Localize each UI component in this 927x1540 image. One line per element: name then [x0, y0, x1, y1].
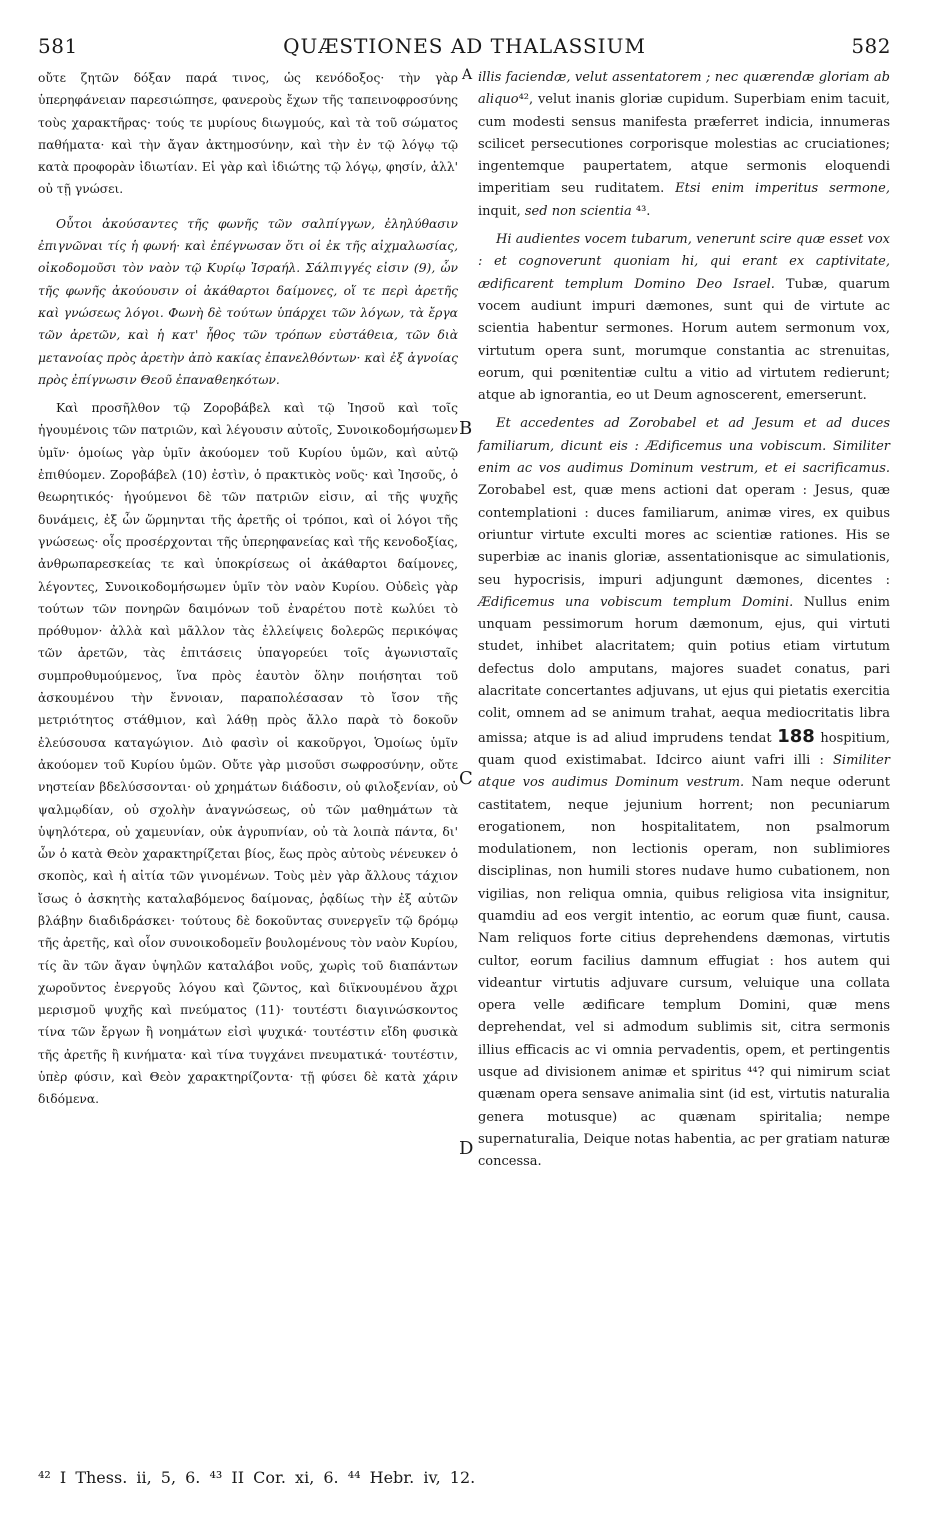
latin-text: Et accedentes ad Zorobabel et ad Jesum et ad duces familiarum, dicunt eis : Ædificemus una vobiscum. Similiter enim ac vos audimus Dominum vestrum, et ei sacrificamus. — [478, 416, 890, 477]
latin-text: Tubæ, quarum vocem audiunt impuri dæmones, sunt qui de virtute ac scientia habentur sermones. Horum autem sermonum vox, virtutum opera sunt, morumque constantia ac strenuitas, eorum, qui pœnitentiæ cultu a vitio ad virtutem redierunt; atque ab ignorantia, eo ut Deum agnoscerent, emerserunt. — [478, 276, 890, 404]
latin-text: ⁴², velut inanis gloriæ cupidum. Superbiam enim tacuit, cum modesti sensus manifesta præferret indicia, innumeras scilicet persecutiones corporisque molestias ac cruciationes; ingentemque paupertatem, atque sermonis eloquendi imperitiam seu ruditatem. — [478, 92, 890, 197]
latin-column — [478, 67, 890, 1174]
latin-text: illis faciendæ, velut assentatorem ; — [478, 70, 715, 85]
running-title: QUÆSTIONES AD THALASSIUM — [283, 34, 646, 58]
latin-text: Nullus enim unquam pessimorum horum dæmonum, ejus, qui virtuti studet, inhibet alacritatem; quin potius etiam virtutum defectus dolo amputans, majores suadet conatus, pari alacritate concertantes adjuvans, ut ejus qui pietatis exercitia colit, omnem ad se animum trahat, aequa mediocritatis libra amissa; atque is ad aliud imprudens tendat — [478, 594, 890, 746]
greek-paragraph-3: Καὶ προσῆλθον τῷ Ζοροβάβελ καὶ τῷ Ἰησοῦ καὶ τοῖς ἡγουμένοις τῶν πατριῶν, καὶ λέγουσιν αὐτοῖς, Συνοικοδομήσωμεν ὑμῖν· ὁμοίως γὰρ ὑμῖν ἀκούομεν τοῦ Κυρίου ὑμῶν, καὶ αὐτῷ ἐπιθύομεν. Ζοροβάβελ (10) ἐστὶν, ὁ πρακτικὸς νοῦς· καὶ Ἰησοῦς, ὁ θεωρητικός· ἡγούμενοι δὲ τῶν πατριῶν εἰσιν, αἱ τῆς ψυχῆς δυνάμεις, ἐξ ὧν ὥρμηνται τῆς ἀρετῆς οἱ τρόποι, καὶ οἱ λόγοι τῆς γνώσεως· οἷς προσέρχονται τῆς ὑπερηφανείας καὶ τῆς κενοδοξίας, ἀνθρωπαρεσκείας τε καὶ ὑποκρίσεως οἱ ἀκάθαρτοι δαίμονες, λέγοντες, Συνοικοδομήσωμεν ὑμῖν τὸν ναὸν Κυρίου. Οὐδεὶς γὰρ τούτων τῶν πονηρῶν δαιμόνων τοῦ ἐναρέτου ποτὲ κωλύει τὸ πρόθυμον· ἀλλὰ καὶ μᾶλλον τὰς ἐλλείψεις δολερῶς περικόψας τῶν ἀρετῶν, τὰς ἐπιτάσεις ὑπαγορεύει τοῖς ἀγωνισταῖς συμπροθυμούμενος, ἵνα πρὸς ἑαυτὸν ὅλην ποιήσηται τοῦ ἀσκουμένου τὴν ἔννοιαν, παραπολέσασαν τὸ ἴσον τῆς μετριότητος στάθμιον, καὶ λάθῃ πρὸς ἄλλο παρὰ τὸ δοκοῦν ἐλεύσουσα καταγώγιον. Διὸ φασὶν οἱ κακοῦργοι, Ὁμοίως ὑμῖν ἀκούομεν τοῦ Κυρίου ὑμῶν. Οὔτε γὰρ μισοῦσι σωφροσύνην, οὔτε νηστείαν βδελύσσονται· οὐ χρημάτων διάδοσιν, οὐ φιλοξενίαν, οὐ ψαλμῳδίαν, οὐ σχολὴν ἀναγνώσεως, οὐ τῶν μαθημάτων τὰ ὑψηλότερα, οὐ χαμευνίαν, οὐκ ἀγρυπνίαν, οὐ τὰ λοιπὰ πάντα, δι' ὧν ὁ κατὰ Θεὸν χαρακτηρίζεται βίος, ἕως πρὸς αὐτοὺς νένευκεν ὁ σκοπὸς, καὶ ἡ αἰτία τῶν γινομένων. Τοὺς μὲν γὰρ ἄλλους τάχιον ἴσως ὁ ἀσκητὴς καταλαβόμενος δαίμονας, ῥᾳδίως τὴν ἐξ αὐτῶν βλάβην διαδιδράσκει· τούτους δὲ δοκοῦντας συνεργεῖν τῷ δρόμῳ τῆς ἀρετῆς, καὶ οἷον συνοικοδομεῖν βουλομένους τὸν ναὸν Κυρίου, τίς ἂν τῶν ἄγαν ὑψηλῶν καταλάβοι νοῦς, χωρὶς τοῦ διαπάντων χωροῦντος ἐνεργοῦς λόγου καὶ ζῶντος, καὶ διϊκνουμένου ἄχρι μερισμοῦ ψυχῆς καὶ πνεύματος (11)· τουτέστι διαγινώσκοντος τίνα τῶν ἔργων ἢ νοημάτων εἰσὶ ψυχικά· τουτέστιν εἴδη φυσικὰ τῆς ἀρετῆς ἢ κινήματα· καὶ τίνα τυγχάνει πνευματικά· τουτέστιν, ὑπὲρ φύσιν, καὶ Θεὸν χαρακτηρίζοντα· τῇ φύσει δὲ κατὰ χάριν διδόμενα. — [38, 401, 458, 1107]
margin-marker-c: C — [459, 768, 473, 789]
latin-text: Ædificemus una vobiscum templum Domini. — [478, 594, 794, 610]
latin-text: Etsi enim imperitus sermone, — [675, 181, 891, 197]
greek-column — [38, 67, 458, 1111]
margin-marker-d: D — [459, 1138, 474, 1159]
latin-text: Similiter atque vos audimus Dominum vestrum. — [478, 752, 890, 791]
greek-paragraph-2: Οὗτοι ἀκούσαντες τῆς φωνῆς τῶν σαλπίγγων, ἐληλύθασιν ἐπιγνῶναι τίς ἡ φωνή· καὶ ἐπέγνωσαν ὅτι οἱ ἐκ τῆς αἰχμαλωσίας, οἰκοδομοῦσι τὸν ναὸν τῷ Κυρίῳ Ἰσραήλ. Σάλπιγγές εἰσιν (9), ὧν τῆς φωνῆς ἀκούουσιν οἱ ἀκάθαρτοι δαίμονες, οἵ τε περὶ ἀρετῆς καὶ γνώσεως λόγοι. Φωνὴ δὲ τούτων ὑπάρχει τῶν λόγων, τὰ ἔργα τῶν ἀρετῶν, καὶ ἡ κατ' ἦθος τῶν τρόπων εὐστάθεια, τῶν διὰ μετανοίας πρὸς ἀρετὴν ἀπὸ κακίας ἐπανελθόντων· καὶ ἐξ ἀγνοίας πρὸς ἐπίγνωσιν Θεοῦ ἐπαναθεηκότων. — [38, 216, 458, 387]
latin-text: ⁴³. — [631, 203, 651, 219]
footnotes: ⁴² I Thess. ii, 5, 6. ⁴³ II Cor. xi, 6. ⁴⁴ Hebr. iv, 12. — [38, 1468, 476, 1487]
latin-text: sed non scientia — [524, 203, 632, 219]
latin-text: Zorobabel est, quæ mens actioni dat operam : Jesus, quæ contemplationi : duces familiarum, animæ vires, ex quibus oriuntur virtute exculti mores ac scientiæ rationes. His se superbiæ ac inanis gloriæ, assentationisque ac simulationis, seu hypocrisis, impuri adjungunt dæmones, dicentes : — [478, 483, 890, 588]
page-header — [38, 34, 891, 64]
column-number-188: 188 — [777, 725, 815, 747]
margin-marker-b: B — [459, 418, 473, 439]
latin-paragraph-2 — [478, 229, 890, 407]
latin-text: hospitium, quam quod existimabat. Idcirco aiunt vafri illi : — [478, 730, 890, 768]
page-number-left: 581 — [38, 34, 78, 58]
latin-paragraph-1 — [478, 67, 890, 223]
latin-text: Nam neque oderunt castitatem, neque jejunium horrent; non pecuniarum erogationem, non hospitalitatem, non psalmorum modulationem, non lectionis operam, non sublimiores disciplinas, non humili stores nudave humo cubationem, non vigilias, non reliqua omnia, quibus religiosa vita insignitur, quamdiu ad eos vergit intentio, ac eorum quæ fiunt, causa. Nam reliquos forte citius deprehendens dæmonas, virtutis cultor, eorum facilius damnum effugiat : hos autem qui videantur virtutis adjuvare cursum, veluique una collata opera velle ædificare templum Domini, quæ mens deprehendat, vel si admodum sublimis sit, citra sermonis illius efficacis ac vi omnia pervadentis, opem, et pertingentis usque ad divisionem animæ et spiritus ⁴⁴? qui nimirum sciat quænam opera sensave animalia sint (id est, virtutis naturalia genera motusque) ac quænam spiritalia; nempe supernaturalia, Deique notas habentia, ac per gratiam naturæ concessa. — [478, 775, 890, 1170]
latin-paragraph-3 — [478, 413, 890, 1173]
margin-marker-a: A — [462, 67, 473, 83]
page-number-right: 582 — [851, 34, 891, 58]
latin-text: inquit, — [478, 203, 525, 219]
latin-text: Hi audientes vocem tubarum, venerunt scire quæ esset vox : et cognoverunt quoniam hi, qui erant ex captivitate, ædificarent templum Domino Deo Israel. — [478, 232, 890, 292]
greek-paragraph-1: οὔτε ζητῶν δόξαν παρά τινος, ὡς κενόδοξος· τὴν γὰρ ὑπερηφάνειαν παρεσιώπησε, φανεροὺς ἔχων τῆς ταπεινοφροσύνης τοὺς χαρακτῆρας· τούς τε μυρίους διωγμούς, καὶ τὰ τοῦ σώματος παθήματα· καὶ τὴν ἄγαν ἀκτημοσύνην, καὶ τὴν ἐν τῷ λόγῳ τῷ κατὰ προφορὰν ἰδιωτίαν. Εἰ γὰρ καὶ ἰδιώτης τῷ λόγῳ, φησίν, ἀλλ' οὐ τῇ γνώσει. — [38, 71, 458, 197]
latin-text: nec quærendæ gloriam ab aliquo — [478, 70, 890, 108]
